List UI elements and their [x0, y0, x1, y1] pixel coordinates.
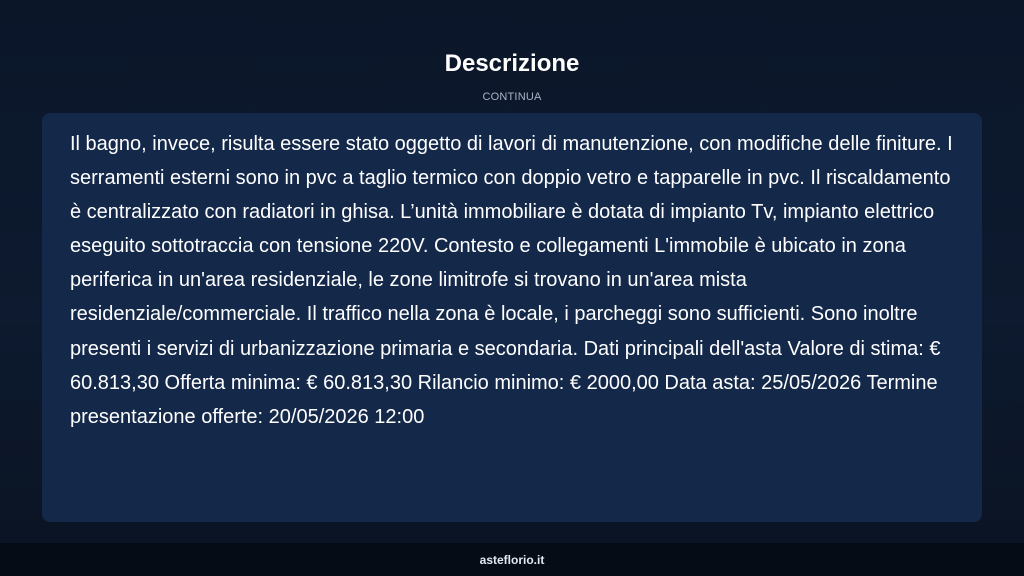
footer-bar	[0, 543, 1024, 576]
description-text: Il bagno, invece, risulta essere stato oggetto di lavori di manutenzione, con modifiche delle finiture. I serramenti esterni sono in pvc a taglio termico con doppio vetro e tapparelle in pvc. Il riscaldamento è centralizzato con radiatori in ghisa. L’unità immobiliare è dotata di impianto Tv, impianto elettrico eseguito sottotraccia con tensione 220V. Contesto e collegamenti L'immobile è ubicato in zona periferica in un'area residenziale, le zone limitrofe si trovano in un'area mista residenziale/commerciale. Il traffico nella zona è locale, i parcheggi sono sufficienti. Sono inoltre presenti i servizi di urbanizzazione primaria e secondaria. Dati principali dell'asta Valore di stima: € 60.813,30 Offerta minima: € 60.813,30 Rilancio minimo: € 2000,00 Data asta: 25/05/2026 Termine presentazione offerte: 20/05/2026 12:00	[70, 133, 953, 428]
page-subtitle: CONTINUA	[482, 91, 542, 103]
footer-site-label: asteflorio.it	[479, 553, 545, 567]
description-card	[42, 113, 982, 522]
page-title: Descrizione	[444, 50, 580, 77]
